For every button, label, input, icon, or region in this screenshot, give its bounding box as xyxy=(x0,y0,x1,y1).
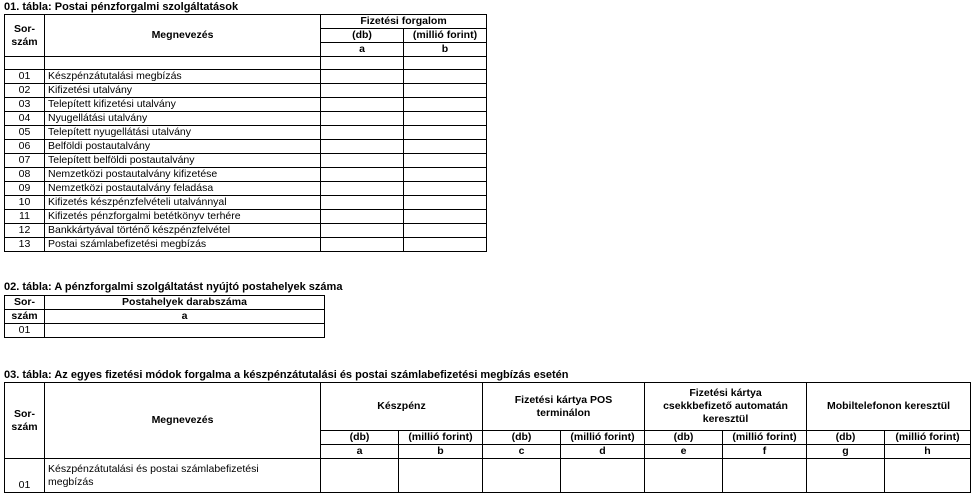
table3 xyxy=(4,382,971,493)
t1-row-mft xyxy=(404,98,487,112)
t3-value-cell xyxy=(645,459,723,493)
t3-header-mft: (millió forint) xyxy=(723,431,807,445)
t1-row-db xyxy=(321,70,404,84)
t3-header-db: (db) xyxy=(321,431,399,445)
t3-value-cell xyxy=(807,459,885,493)
t3-header-keszpenz: Készpénz xyxy=(321,383,483,431)
t1-row-mft xyxy=(404,70,487,84)
table-row xyxy=(5,210,487,224)
t1-body xyxy=(5,70,487,252)
t1-row-db xyxy=(321,224,404,238)
table-row xyxy=(5,182,487,196)
t1-row-mft xyxy=(404,140,487,154)
t1-row-mft xyxy=(404,126,487,140)
t3-header-letter: d xyxy=(561,445,645,459)
t1-row-db xyxy=(321,196,404,210)
t2-header-a: a xyxy=(45,310,325,324)
t1-row-num: 08 xyxy=(5,168,45,182)
t1-row-mft xyxy=(404,238,487,252)
t3-header-sorszam xyxy=(5,383,45,459)
t1-row-num: 05 xyxy=(5,126,45,140)
t1-row-mft xyxy=(404,182,487,196)
t1-spacer-cell xyxy=(45,57,321,70)
t1-row-num: 07 xyxy=(5,154,45,168)
t2-header-postahelyek: Postahelyek darabszáma xyxy=(45,296,325,310)
table-row xyxy=(5,238,487,252)
t3-row-name-line1: Készpénzátutalási és postai számlabefizetési xyxy=(48,462,259,475)
t1-row-name: Telepített nyugellátási utalvány xyxy=(45,126,321,140)
t1-row-mft xyxy=(404,168,487,182)
t3-header-letter: b xyxy=(399,445,483,459)
t3-value-cell xyxy=(321,459,399,493)
table-row xyxy=(5,140,487,154)
t1-row-name: Bankkártyával történő készpénzfelvétel xyxy=(45,224,321,238)
table2 xyxy=(4,295,325,338)
t3-value-cell xyxy=(561,459,645,493)
t1-row-num: 01 xyxy=(5,70,45,84)
t3-header-mft: (millió forint) xyxy=(399,431,483,445)
t1-row-num: 03 xyxy=(5,98,45,112)
t1-row-db xyxy=(321,154,404,168)
t3-header-szam: szám xyxy=(11,420,38,433)
t1-row-name: Nemzetközi postautalvány kifizetése xyxy=(45,168,321,182)
t1-row-mft xyxy=(404,112,487,126)
table-row xyxy=(5,196,487,210)
t1-header-sor: Sor- xyxy=(14,22,35,35)
t3-header-letter: c xyxy=(483,445,561,459)
t1-row-num: 10 xyxy=(5,196,45,210)
t1-row-db xyxy=(321,168,404,182)
t3-header-pos xyxy=(483,383,645,431)
t1-row-name: Kifizetés készpénzfelvételi utalvánnyal xyxy=(45,196,321,210)
t1-header-b: b xyxy=(404,43,487,57)
t3-header-db: (db) xyxy=(645,431,723,445)
t1-row-db xyxy=(321,126,404,140)
table-row xyxy=(5,70,487,84)
t1-row-db xyxy=(321,98,404,112)
t3-header-csekk-line3: keresztül xyxy=(702,413,749,425)
t1-header-megnevezes: Megnevezés xyxy=(45,15,321,57)
t1-header-sorszam xyxy=(5,15,45,57)
t2-row-value xyxy=(45,324,325,338)
t3-header-csekk-line2: csekkbefizető automatán xyxy=(663,400,788,412)
t1-row-db xyxy=(321,140,404,154)
t3-header-letter: a xyxy=(321,445,399,459)
t3-header-mft: (millió forint) xyxy=(885,431,971,445)
t1-row-num: 11 xyxy=(5,210,45,224)
t1-row-name: Postai számlabefizetési megbízás xyxy=(45,238,321,252)
t1-row-name: Belföldi postautalvány xyxy=(45,140,321,154)
t1-row-name: Telepített belföldi postautalvány xyxy=(45,154,321,168)
t1-row-mft xyxy=(404,154,487,168)
table-row xyxy=(5,112,487,126)
table-row xyxy=(5,168,487,182)
t1-row-mft xyxy=(404,84,487,98)
t3-value-cell xyxy=(723,459,807,493)
t1-header-a: a xyxy=(321,43,404,57)
t3-header-sor: Sor- xyxy=(14,407,35,420)
table-row xyxy=(5,224,487,238)
t1-row-name: Kifizetési utalvány xyxy=(45,84,321,98)
t2-row-num: 01 xyxy=(5,324,45,338)
table-row xyxy=(5,98,487,112)
t3-header-letter: e xyxy=(645,445,723,459)
t1-row-name: Készpénzátutalási megbízás xyxy=(45,70,321,84)
t1-header-szam: szám xyxy=(11,35,38,48)
t1-row-name: Kifizetés pénzforgalmi betétkönyv terhére xyxy=(45,210,321,224)
t3-header-pos-line2: terminálon xyxy=(536,406,591,419)
t1-row-db xyxy=(321,210,404,224)
t3-header-db: (db) xyxy=(807,431,885,445)
t1-row-name: Nemzetközi postautalvány feladása xyxy=(45,182,321,196)
t1-row-num: 09 xyxy=(5,182,45,196)
table2-title: 02. tábla: A pénzforgalmi szolgáltatást nyújtó postahelyek száma xyxy=(4,281,343,293)
t1-row-mft xyxy=(404,196,487,210)
table-row xyxy=(5,84,487,98)
t1-row-mft xyxy=(404,224,487,238)
t1-row-num: 12 xyxy=(5,224,45,238)
t2-header-sor: Sor- xyxy=(5,296,45,310)
t3-row-num: 01 xyxy=(5,459,45,493)
t1-row-num: 13 xyxy=(5,238,45,252)
t1-row-db xyxy=(321,238,404,252)
t1-header-db: (db) xyxy=(321,29,404,43)
t3-row-name xyxy=(45,459,321,493)
t1-row-num: 04 xyxy=(5,112,45,126)
t3-header-letter: h xyxy=(885,445,971,459)
t1-spacer-cell xyxy=(321,57,404,70)
t2-header-szam: szám xyxy=(5,310,45,324)
t1-header-fizetesi-forgalom: Fizetési forgalom xyxy=(321,15,487,29)
t3-header-csekk-line1: Fizetési kártya xyxy=(689,387,762,399)
t3-value-cell xyxy=(885,459,971,493)
t1-row-name: Telepített kifizetési utalvány xyxy=(45,98,321,112)
t1-row-mft xyxy=(404,210,487,224)
t1-row-db xyxy=(321,182,404,196)
table-row xyxy=(5,154,487,168)
t3-header-db: (db) xyxy=(483,431,561,445)
t1-row-num: 06 xyxy=(5,140,45,154)
t3-header-pos-line1: Fizetési kártya POS xyxy=(514,393,613,406)
t3-header-mft: (millió forint) xyxy=(561,431,645,445)
t1-spacer-cell xyxy=(404,57,487,70)
t3-header-letter: f xyxy=(723,445,807,459)
t3-header-mobil: Mobiltelefonon keresztül xyxy=(807,383,971,431)
t3-row-name-line2: megbízás xyxy=(48,475,94,488)
t3-header-letter: g xyxy=(807,445,885,459)
table3-title: 03. tábla: Az egyes fizetési módok forgalma a készpénzátutalási és postai számlabefizetési megbízás esetén xyxy=(4,369,569,381)
table1-title: 01. tábla: Postai pénzforgalmi szolgáltatások xyxy=(4,1,239,13)
table-row xyxy=(5,126,487,140)
t1-row-db xyxy=(321,84,404,98)
table1 xyxy=(4,14,487,252)
t1-spacer-cell xyxy=(5,57,45,70)
t1-row-num: 02 xyxy=(5,84,45,98)
t3-header-csekkbefizeto xyxy=(645,383,807,431)
t3-header-megnevezes: Megnevezés xyxy=(45,383,321,459)
t3-value-cell xyxy=(483,459,561,493)
t1-row-db xyxy=(321,112,404,126)
t1-row-name: Nyugellátási utalvány xyxy=(45,112,321,126)
t1-header-mft: (millió forint) xyxy=(404,29,487,43)
t3-value-cell xyxy=(399,459,483,493)
